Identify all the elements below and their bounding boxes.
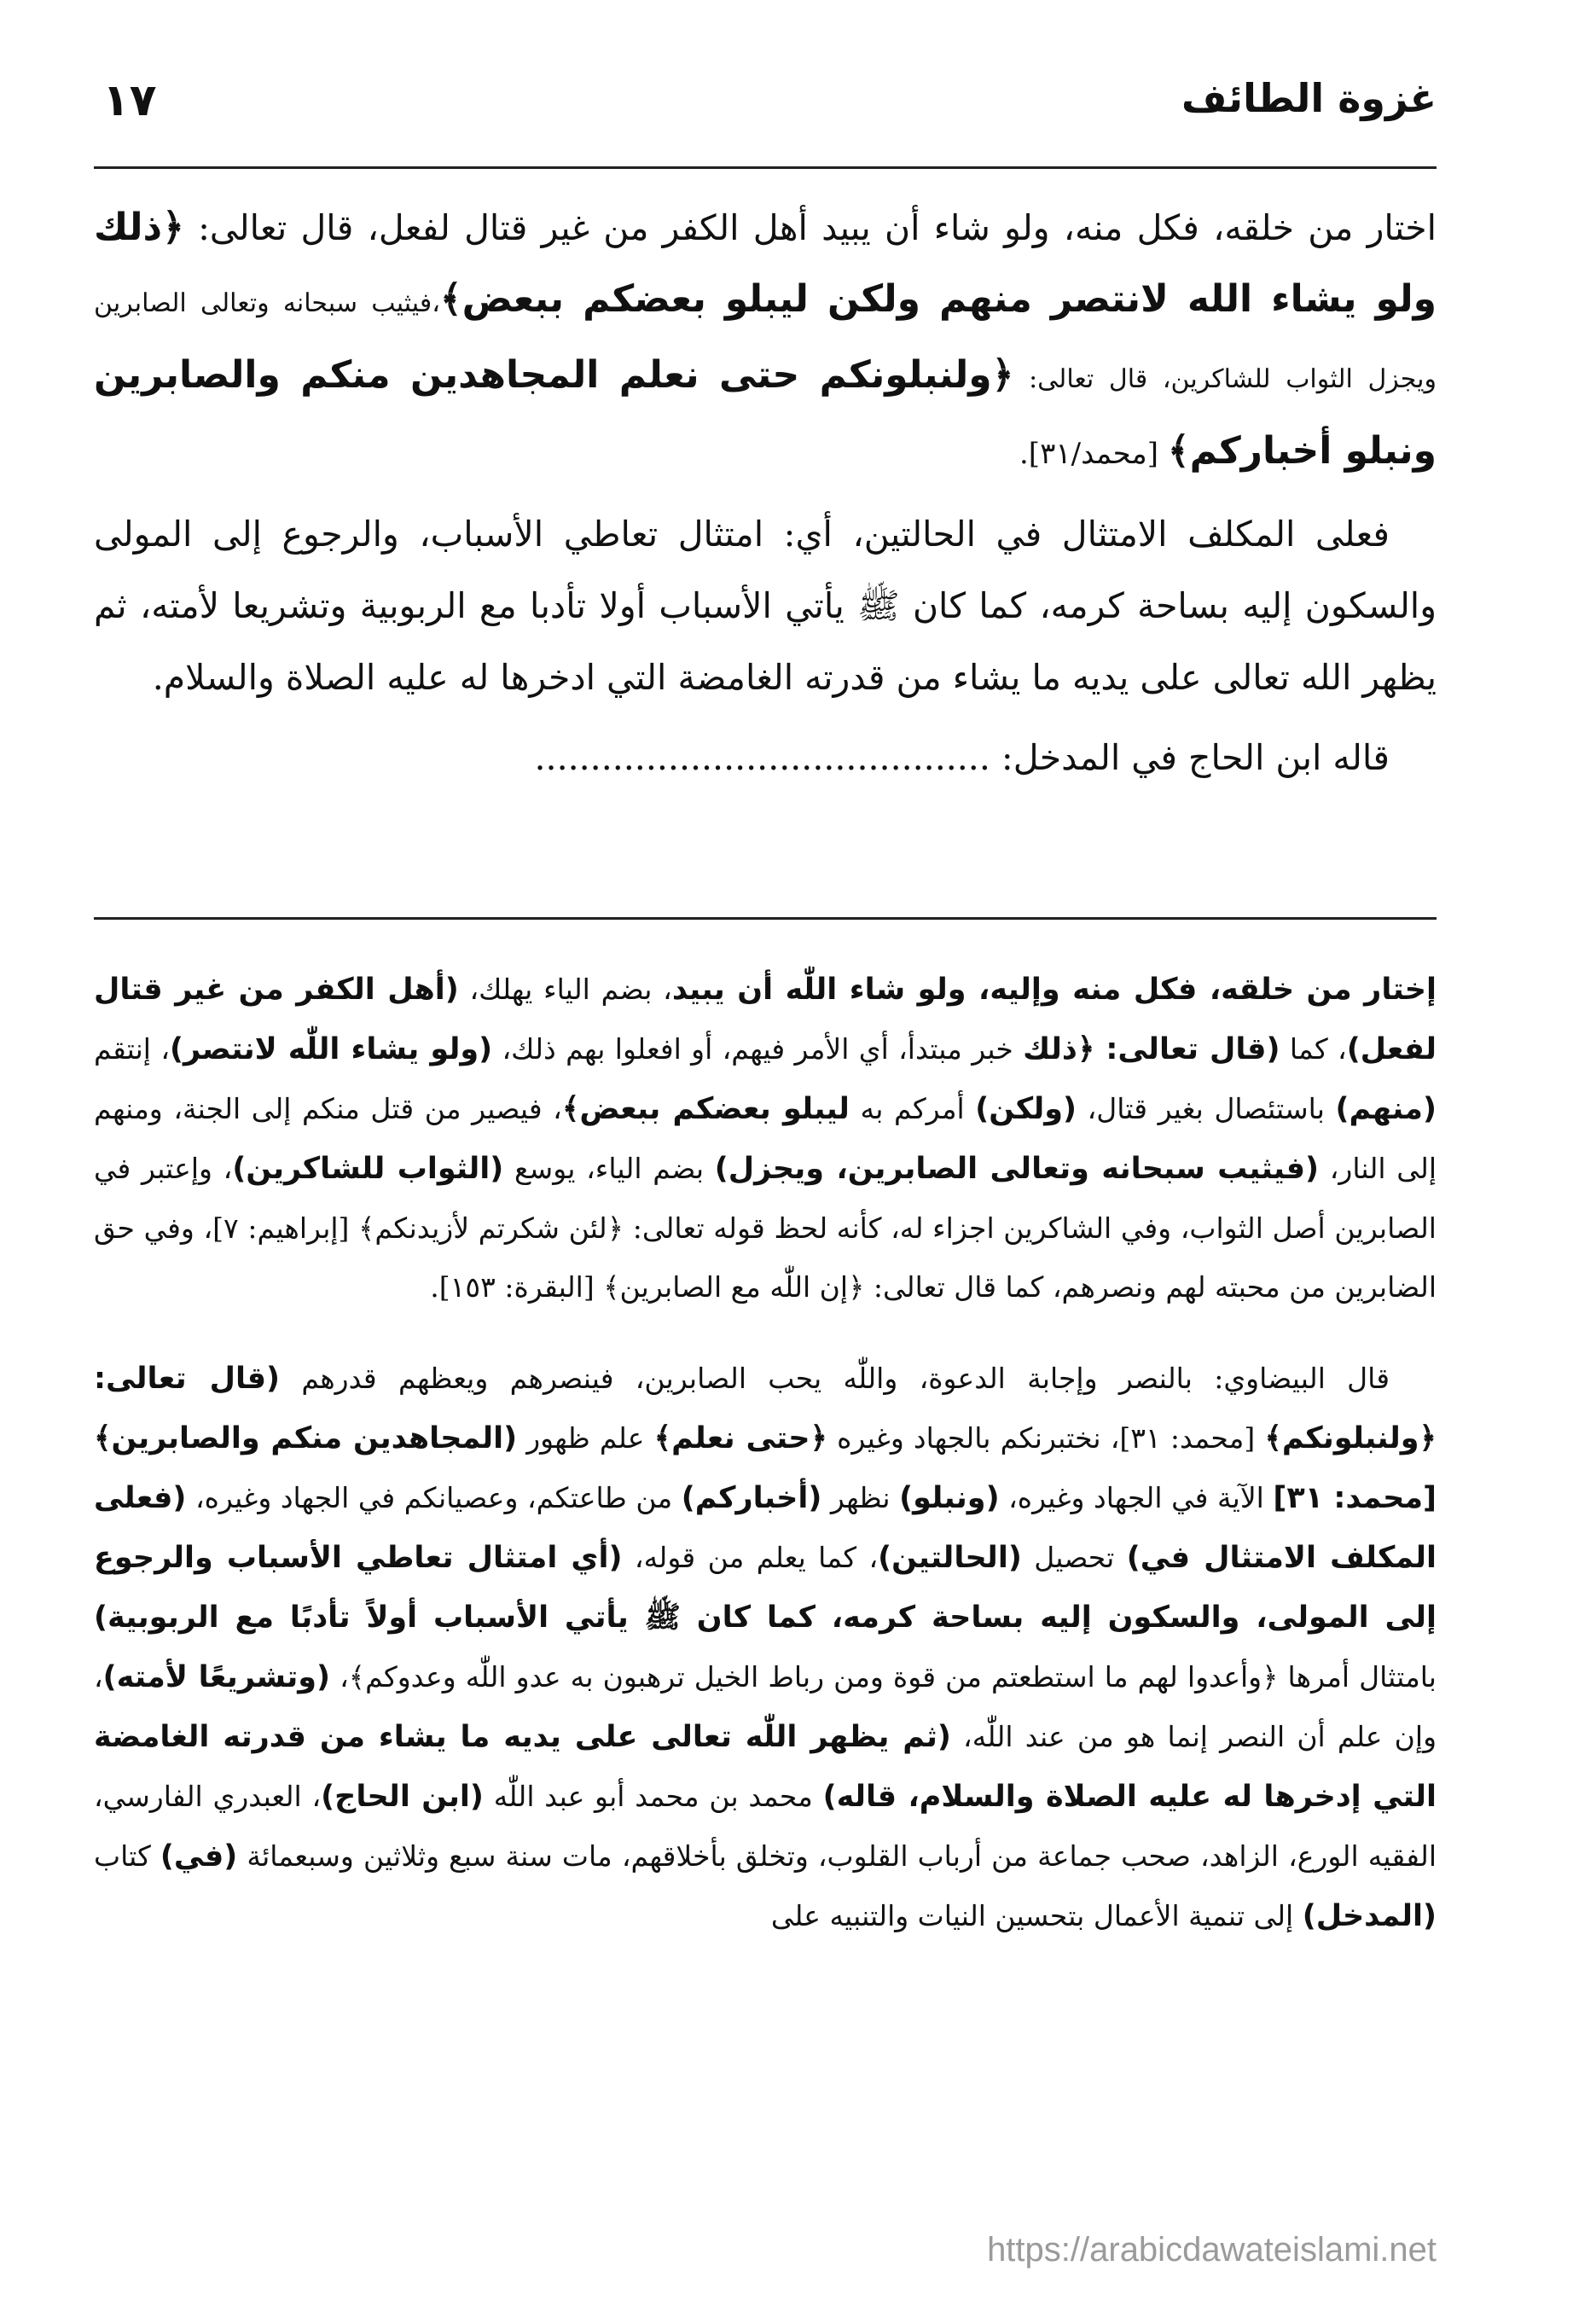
text-run: خبر مبتدأ، أي الأمر فيهم، أو افعلوا بهم ذلك، [492,1032,1024,1066]
text-run: [محمد: ٣١]، نختبرنكم بالجهاد وغيره [827,1421,1265,1455]
bold-run: (ولو يشاء اللّٰه لانتصر) [169,1032,493,1066]
text-run: كتاب [94,1839,160,1873]
text-run: ، إنتقم [94,1032,170,1066]
text-run: ، كما [1280,1032,1347,1066]
commentary-paragraph [94,1349,1437,1946]
verse-reference: [محمد/٣١]. [1019,437,1168,471]
main-paragraph [94,192,1437,490]
bold-run: (أهل الكفر من غير قتال لفعل) [94,973,1437,1066]
text-run: أمركم به [849,1092,976,1125]
main-paragraph [94,722,1437,793]
text-run: باستئصال بغير قتال، [1077,1092,1336,1125]
bold-run: (المجاهدين منكم والصابرين﴾ [محمد: ٣١] [94,1421,1437,1515]
bold-run: (ثم يظهر اللّٰه تعالى على يديه ما يشاء من قدرته الغامضة التي إدخرها له عليه الصلاة والسلام، قاله) [94,1720,1437,1814]
bold-run: (أي امتثال تعاطي الأسباب والرجوع إلى المولى، والسكون إليه بساحة كرمه، كما كان ﷺ يأتي الأسباب أولاً تأدبًا مع الربوبية) [94,1541,1437,1635]
bold-run: (وتشريعًا لأمته) [102,1660,330,1694]
main-text [94,192,1437,793]
text-run: ، بضم الياء يهلك، [458,973,672,1006]
source-watermark: https://arabicdawateislami.net [987,2231,1437,2269]
text-run: تحصيل [1021,1541,1127,1574]
bold-run: (منهم) [1335,1092,1437,1126]
bold-run: (أخباركم) [681,1481,822,1515]
bold-run: (ولكن) [975,1092,1077,1126]
commentary-paragraph [94,960,1437,1316]
bold-run: (قال تعالى: ﴿ذلك [1023,1032,1280,1066]
header-divider [94,166,1437,169]
text-run: علم ظهور [517,1421,654,1455]
bold-run: (فعلى المكلف الامتثال في) [94,1481,1437,1575]
bold-run: ليبلو بعضكم ببعض﴾ [561,1092,850,1126]
text-run: ، وإعتبر في الصابرين أصل الثواب، وفي الشاكرين اجزاء له، كأنه لحظ قوله تعالى: ﴿لئن شكرتم لأزيدنكم﴾ [إبراهيم: ٧]، وفي حق الضابرين من محبته لهم ونصرهم، كما قال تعالى: ﴿إن اللّٰه مع الصابرين﴾ [البقرة: ١٥٣]. [94,1152,1437,1304]
bold-run: (ونبلو) [899,1481,1000,1515]
text-run: من طاعتكم، وعصيانكم في الجهاد وغيره، [186,1481,682,1514]
bold-run: (ابن الحاج) [321,1780,484,1814]
text-run: بامتثال أمرها ﴿وأعدوا لهم ما استطعتم من قوة ومن رباط الخيل ترهبون به عدو اللّٰه وعدوكم﴾، [330,1660,1437,1694]
text-run: قاله ابن الحاج في المدخل: [990,737,1390,778]
ellipsis-dots: ......................................... [534,737,990,778]
commentary-text [94,960,1437,1946]
text-run: ، وإن علم أن النصر إنما هو من عند اللّٰه، [94,1660,1437,1753]
text-run: نظهر [821,1481,900,1514]
bold-run: إختار من خلقه، فكل منه وإليه، ولو شاء اللّٰه أن يبيد [671,973,1437,1007]
text-run: ، فيصير من قتل منكم إلى الجنة، ومنهم إلى النار، [94,1092,1437,1185]
bold-run: (فيثيب سبحانه وتعالى الصابرين، ويجزل) [714,1152,1319,1186]
text-run: بضم الياء، يوسع [503,1152,715,1185]
section-divider [94,917,1437,920]
bold-run: (المدخل) [1302,1899,1437,1933]
text-run: ،فيثيب سبحانه وتعالى الصابرين ويجزل الثواب للشاكرين، قال تعالى: [94,288,1437,394]
bold-run: (الحالتين) [878,1541,1022,1575]
text-run: اختار من خلقه، فكل منه، ولو شاء أن يبيد أهل الكفر من غير قتال لفعل، قال تعالى: [183,207,1437,248]
main-paragraph: فعلى المكلف الامتثال في الحالتين، أي: امتثال تعاطي الأسباب، والرجوع إلى المولى والسكون إليه بساحة كرمه، كما كان ﷺ يأتي الأسباب أولا تأدبا مع الربوبية وتشريعا لأمته، ثم يظهر الله تعالى على يديه ما يشاء من قدرته الغامضة التي ادخرها له عليه الصلاة والسلام. [94,514,1437,698]
chapter-title: غزوة الطائف [1181,75,1437,121]
text-run: إلى تنمية الأعمال بتحسين النيات والتنبيه على [770,1899,1303,1932]
text-run: ، كما يعلم من قوله، [622,1541,879,1574]
text-run: ، العبدري الفارسي، الفقيه الورع، الزاهد، صحب جماعة من أرباب القلوب، وتخلق بأخلاقهم، مات سنة سبع وثلاثين وسبعمائة [94,1780,1437,1873]
page-header [94,75,1437,152]
text-run: قال البيضاوي: بالنصر وإجابة الدعوة، واللّٰه يحب الصابرين، فينصرهم ويعظهم قدرهم [280,1362,1390,1395]
page-number: ١٧ [102,75,157,126]
bold-run: ﴿حتى نعلم﴾ [653,1421,827,1455]
quran-verse: ﴿ذلك ولو يشاء الله لانتصر منهم ولكن ليبلو بعضكم ببعض﴾ [94,206,1437,321]
quran-verse: ﴿ولنبلونكم حتى نعلم المجاهدين منكم والصابرين ونبلو أخباركم﴾ [94,353,1437,473]
text-run: الآية في الجهاد وغيره، [999,1481,1274,1514]
bold-run: (الثواب للشاكرين) [232,1152,504,1186]
bold-run: (قال تعالى: ﴿ولنبلونكم﴾ [94,1362,1437,1455]
text-run: محمد بن محمد أبو عبد اللّٰه [483,1780,823,1813]
bold-run: (في) [160,1839,238,1874]
